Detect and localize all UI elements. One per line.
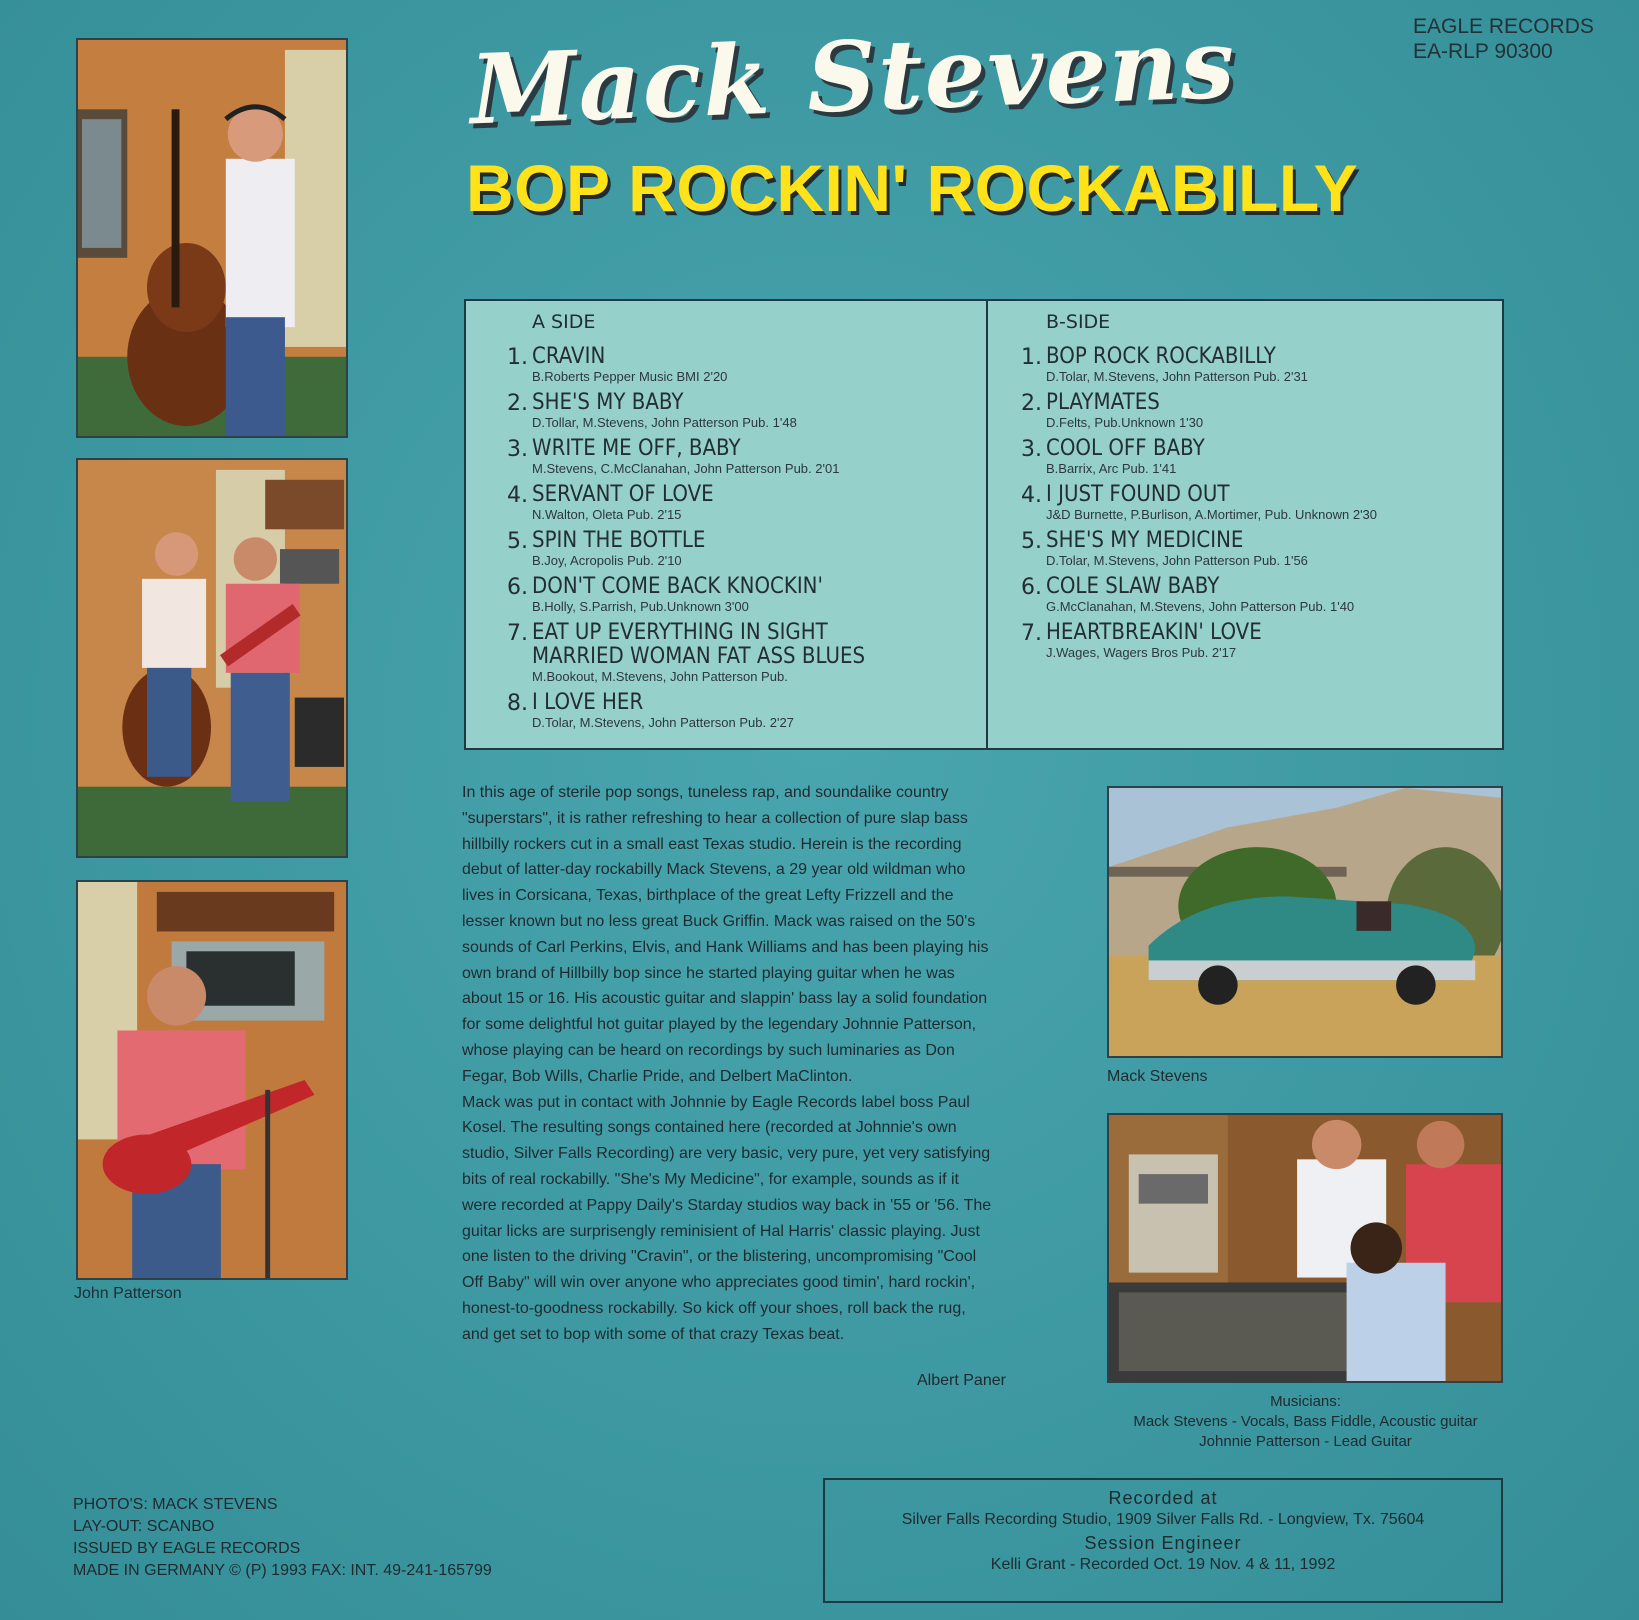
track-title: SHE'S MY MEDICINE (1046, 528, 1244, 553)
track-number: 4. (507, 483, 528, 508)
liner-notes-line: Kosel. The resulting songs contained here (recorded at Johnnie's own (462, 1119, 957, 1137)
liner-notes-line: were recorded at Pappy Daily's Starday studios way back in '55 or '56. The (462, 1196, 992, 1214)
track-title: SERVANT OF LOVE (532, 482, 714, 507)
track-number: 6. (507, 575, 528, 600)
credit-layout: LAY-OUT: SCANBO (73, 1518, 215, 1535)
track-b7 (1014, 621, 1377, 661)
credit-issued: ISSUED BY EAGLE RECORDS (73, 1540, 301, 1557)
a-side (500, 311, 902, 737)
track-a2 (500, 391, 902, 431)
liner-notes-line: Off Baby" will win over anyone who appreciates good timin', hard rockin', (462, 1274, 976, 1292)
b-side (1014, 311, 1377, 667)
track-title: DON'T COME BACK KNOCKIN' (532, 574, 823, 599)
liner-notes-line: for some delightful hot guitar played by the legendary Johnnie Patterson, (462, 1016, 977, 1034)
track-credit: B.Holly, S.Parrish, Pub.Unknown 3'00 (532, 599, 749, 614)
liner-notes-line: and get set to bop with some of that crazy Texas beat. (462, 1325, 845, 1343)
photo-band-in-studio (76, 458, 348, 858)
track-title: EAT UP EVERYTHING IN SIGHT (532, 620, 828, 645)
track-title: WRITE ME OFF, BABY (532, 436, 741, 461)
track-number: 5. (1021, 529, 1042, 554)
liner-notes-line: bits of real rockabilly. "She's My Medicine", for example, sounds as if it (462, 1170, 959, 1188)
track-credit: M.Bookout, M.Stevens, John Patterson Pub. (532, 669, 788, 684)
track-title: SHE'S MY BABY (532, 390, 684, 415)
artist-name: Mack Stevens (468, 6, 1239, 147)
track-a1 (500, 345, 902, 385)
track-title: SPIN THE BOTTLE (532, 528, 706, 553)
liner-notes-line: guitar licks are surprisengly reminisient of Hal Harris' classic playing. Just (462, 1222, 980, 1240)
liner-notes-line: lesser known but no less great Buck Griffin. Mack was raised on the 50's (462, 912, 976, 930)
photo-bass-player (76, 38, 348, 438)
liner-notes-line: Mack was put in contact with Johnnie by Eagle Records label boss Paul (462, 1093, 970, 1111)
track-credit: G.McClanahan, M.Stevens, John Patterson Pub. 1'40 (1046, 599, 1355, 614)
track-title: BOP ROCK ROCKABILLY (1046, 344, 1276, 369)
musician-line: Johnnie Patterson - Lead Guitar (1199, 1433, 1412, 1450)
track-number: 3. (1021, 437, 1042, 462)
recording-info-box (823, 1478, 1503, 1603)
credit-made-in: MADE IN GERMANY © (P) 1993 FAX: INT. 49-241-165799 (73, 1562, 492, 1579)
session-engineer-heading: Session Engineer (1084, 1533, 1242, 1553)
photo-recording-console (1107, 1113, 1503, 1383)
track-number: 1. (507, 345, 528, 370)
track-credit: B.Barrix, Arc Pub. 1'41 (1046, 461, 1177, 476)
album-title: BOP ROCKIN' ROCKABILLY (466, 151, 1359, 225)
liner-notes-line: debut of latter-day rockabilly Mack Stevens, a 29 year old wildman who (462, 861, 966, 879)
b-side-heading: B-SIDE (1046, 311, 1111, 333)
track-number: 2. (507, 391, 528, 416)
track-number: 6. (1021, 575, 1042, 600)
track-b1 (1014, 345, 1377, 385)
track-number: 8. (507, 691, 528, 716)
track-credit: J.Wages, Wagers Bros Pub. 2'17 (1046, 645, 1237, 660)
liner-notes-line: In this age of sterile pop songs, tuneless rap, and soundalike country (462, 784, 949, 801)
track-a7 (500, 621, 902, 685)
liner-notes-line: about 15 or 16. His acoustic guitar and slappin' bass lay a solid foundation (462, 990, 988, 1008)
track-credit: D.Tolar, M.Stevens, John Patterson Pub. 1'56 (1046, 553, 1308, 568)
liner-notes-author: Albert Paner (917, 1372, 1006, 1389)
track-b6 (1014, 575, 1377, 615)
caption-mack-stevens: Mack Stevens (1107, 1068, 1208, 1085)
liner-notes-line: hillbilly rockers cut in a small east Texas studio. Herein is the recording (462, 835, 962, 853)
photo-john-patterson (76, 880, 348, 1280)
track-credit: J&D Burnette, P.Burlison, A.Mortimer, Pub. Unknown 2'30 (1046, 507, 1378, 522)
session-engineer: Kelli Grant - Recorded Oct. 19 Nov. 4 & 11, 1992 (990, 1556, 1336, 1573)
track-number: 2. (1021, 391, 1042, 416)
track-number: 3. (507, 437, 528, 462)
track-title: I LOVE HER (532, 690, 644, 715)
track-credit: N.Walton, Oleta Pub. 2'15 (532, 507, 682, 522)
liner-notes-line: "superstars", it is rather refreshing to hear a collection of pure slap bass (462, 809, 968, 827)
liner-notes-line: studio, Silver Falls Recording) are very basic, very pure, yet very satisfying (462, 1145, 991, 1163)
track-number: 4. (1021, 483, 1042, 508)
track-a3 (500, 437, 902, 477)
liner-notes-line: own brand of Hillbilly bop since he started playing guitar when he was (462, 964, 955, 982)
track-credit: M.Stevens, C.McClanahan, John Patterson Pub. 2'01 (532, 461, 840, 476)
liner-notes-line: one listen to the driving "Cravin", or the blistering, uncompromising "Cool (462, 1248, 977, 1266)
liner-notes-line: sounds of Carl Perkins, Elvis, and Hank Williams and has been playing his (462, 938, 989, 956)
credit-photos: PHOTO'S: MACK STEVENS (73, 1496, 278, 1513)
tracklist-divider (986, 301, 988, 748)
track-credit: D.Tolar, M.Stevens, John Patterson Pub. 2'31 (1046, 369, 1308, 384)
track-a4 (500, 483, 902, 523)
track-b3 (1014, 437, 1377, 477)
label-name: EAGLE RECORDS (1413, 15, 1594, 38)
catalog-number: EA-RLP 90300 (1413, 40, 1553, 63)
track-credit: B.Roberts Pepper Music BMI 2'20 (532, 369, 728, 384)
photo-mack-stevens-car (1107, 786, 1503, 1058)
tracklist-box (464, 299, 1504, 750)
track-a6 (500, 575, 902, 615)
liner-notes-line: whose playing can be heard on recordings by such luminaries as Don (462, 1041, 955, 1059)
track-number: 7. (1021, 621, 1042, 646)
track-a5 (500, 529, 902, 569)
track-credit: D.Tollar, M.Stevens, John Patterson Pub. 1'48 (532, 415, 797, 430)
recorded-at-heading: Recorded at (1108, 1488, 1218, 1508)
liner-notes-line: Fegar, Bob Wills, Charlie Pride, and Delbert MaClinton. (462, 1067, 853, 1085)
a-side-heading: A SIDE (532, 311, 596, 333)
liner-notes-line: lives in Corsicana, Texas, birthplace of the great Lefty Frizzell and the (462, 887, 954, 905)
track-credit: B.Joy, Acropolis Pub. 2'10 (532, 553, 682, 568)
track-credit: D.Tolar, M.Stevens, John Patterson Pub. 2'27 (532, 715, 794, 730)
track-title: CRAVIN (532, 344, 606, 369)
musicians-block (1108, 1392, 1503, 1452)
production-credits (73, 1494, 492, 1582)
track-title: PLAYMATES (1046, 390, 1160, 415)
track-number: 1. (1021, 345, 1042, 370)
track-title: HEARTBREAKIN' LOVE (1046, 620, 1262, 645)
track-a8 (500, 691, 902, 731)
track-b2 (1014, 391, 1377, 431)
track-title: I JUST FOUND OUT (1046, 482, 1230, 507)
musician-line: Mack Stevens - Vocals, Bass Fiddle, Acoustic guitar (1133, 1413, 1478, 1430)
track-b5 (1014, 529, 1377, 569)
label-info (1413, 14, 1594, 64)
liner-notes (462, 780, 1077, 1348)
track-credit: D.Felts, Pub.Unknown 1'30 (1046, 415, 1204, 430)
caption-john-patterson: John Patterson (74, 1285, 182, 1302)
track-title: COOL OFF BABY (1046, 436, 1205, 461)
track-title-second-line: MARRIED WOMAN FAT ASS BLUES (532, 644, 866, 669)
track-title: COLE SLAW BABY (1046, 574, 1220, 599)
liner-notes-line: honest-to-goodness rockabilly. So kick off your shoes, roll back the rug, (462, 1299, 966, 1317)
track-number: 7. (507, 621, 528, 646)
studio-address: Silver Falls Recording Studio, 1909 Silver Falls Rd. - Longview, Tx. 75604 (901, 1511, 1425, 1528)
musicians-heading: Musicians: (1270, 1393, 1341, 1410)
track-number: 5. (507, 529, 528, 554)
track-b4 (1014, 483, 1377, 523)
